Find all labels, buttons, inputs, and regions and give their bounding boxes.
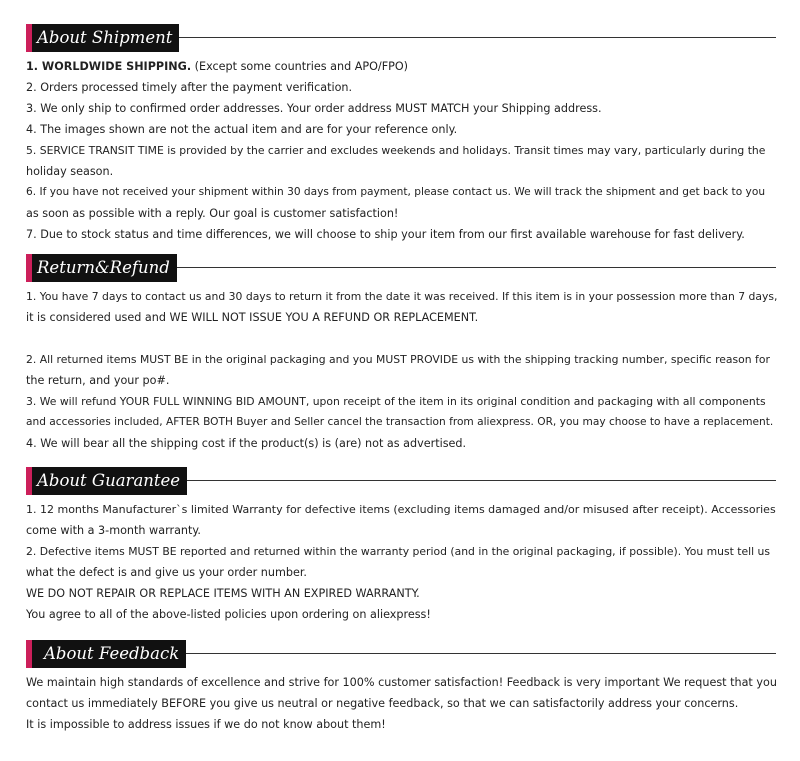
shipment-line: 2. Orders processed timely after the payment verification. (26, 81, 353, 94)
refund-title: Return&Refund (32, 254, 177, 282)
refund-line: and accessories included, AFTER BOTH Buyer and Seller cancel the transaction from aliexpress. OR, you may choose to have a replacement. (26, 416, 774, 428)
spacer (26, 328, 778, 349)
guarantee-line: WE DO NOT REPAIR OR REPLACE ITEMS WITH AN EXPIRED WARRANTY. (26, 587, 420, 600)
header-rule (186, 653, 776, 654)
guarantee-title: About Guarantee (32, 467, 187, 495)
feedback-header (26, 640, 776, 668)
shipment-line: as soon as possible with a reply. Our goal is customer satisfaction! (26, 207, 399, 220)
guarantee-line: come with a 3-month warranty. (26, 524, 201, 537)
guarantee-line: what the defect is and give us your order number. (26, 566, 307, 579)
shipment-title: About Shipment (32, 24, 179, 52)
guarantee-line: 1. 12 months Manufacturer`s limited Warranty for defective items (excluding items damaged and/or misused after receipt). Accessories (26, 503, 776, 516)
refund-line: it is considered used and WE WILL NOT ISSUE YOU A REFUND OR REPLACEMENT. (26, 311, 479, 324)
shipment-line: holiday season. (26, 165, 114, 178)
header-rule (177, 267, 776, 268)
shipment-line: 7. Due to stock status and time differences, we will choose to ship your item from our first available warehouse for fast delivery. (26, 228, 745, 241)
shipment-line: 4. The images shown are not the actual item and are for your reference only. (26, 123, 458, 136)
header-rule (179, 37, 776, 38)
refund-line: 4. We will bear all the shipping cost if the product(s) is (are) not as advertised. (26, 437, 467, 450)
refund-header (26, 254, 776, 282)
shipment-item-1-bold: 1. WORLDWIDE SHIPPING. (26, 60, 192, 73)
feedback-line: It is impossible to address issues if we do not know about them! (26, 718, 386, 731)
shipment-line: 3. We only ship to confirmed order addresses. Your order address MUST MATCH your Shipping address. (26, 102, 602, 115)
refund-line: 3. We will refund YOUR FULL WINNING BID AMOUNT, upon receipt of the item in its original condition and packaging with all components (26, 395, 766, 408)
refund-line: 1. You have 7 days to contact us and 30 days to return it from the date it was received. If this item is in your possession more than 7 days, (26, 290, 778, 303)
guarantee-header (26, 467, 776, 495)
header-rule (187, 480, 776, 481)
shipment-item-1 (26, 56, 778, 77)
shipment-line: 5. SERVICE TRANSIT TIME is provided by the carrier and excludes weekends and holidays. Transit times may vary, particularly during the (26, 144, 766, 157)
shipment-item-1-rest: (Except some countries and APO/FPO) (191, 60, 409, 73)
refund-body (26, 286, 778, 454)
feedback-title: About Feedback (32, 640, 186, 668)
shipment-header (26, 24, 776, 52)
guarantee-body (26, 499, 778, 625)
shipment-line: 6. If you have not received your shipment within 30 days from payment, please contact us. We will track the shipment and get back to you (26, 186, 766, 198)
feedback-line: contact us immediately BEFORE you give us neutral or negative feedback, so that we can satisfactorily address your concerns. (26, 697, 739, 710)
refund-line: the return, and your po#. (26, 374, 170, 387)
guarantee-line: You agree to all of the above-listed policies upon ordering on aliexpress! (26, 608, 431, 621)
refund-line: 2. All returned items MUST BE in the original packaging and you MUST PROVIDE us with the shipping tracking number, specific reason for (26, 353, 770, 366)
feedback-line: We maintain high standards of excellence and strive for 100% customer satisfaction! Feedback is very important We request that you (26, 676, 777, 689)
shipment-body (26, 56, 778, 245)
guarantee-line: 2. Defective items MUST BE reported and returned within the warranty period (and in the original packaging, if possible). You must tell us (26, 545, 771, 558)
feedback-body (26, 672, 778, 735)
